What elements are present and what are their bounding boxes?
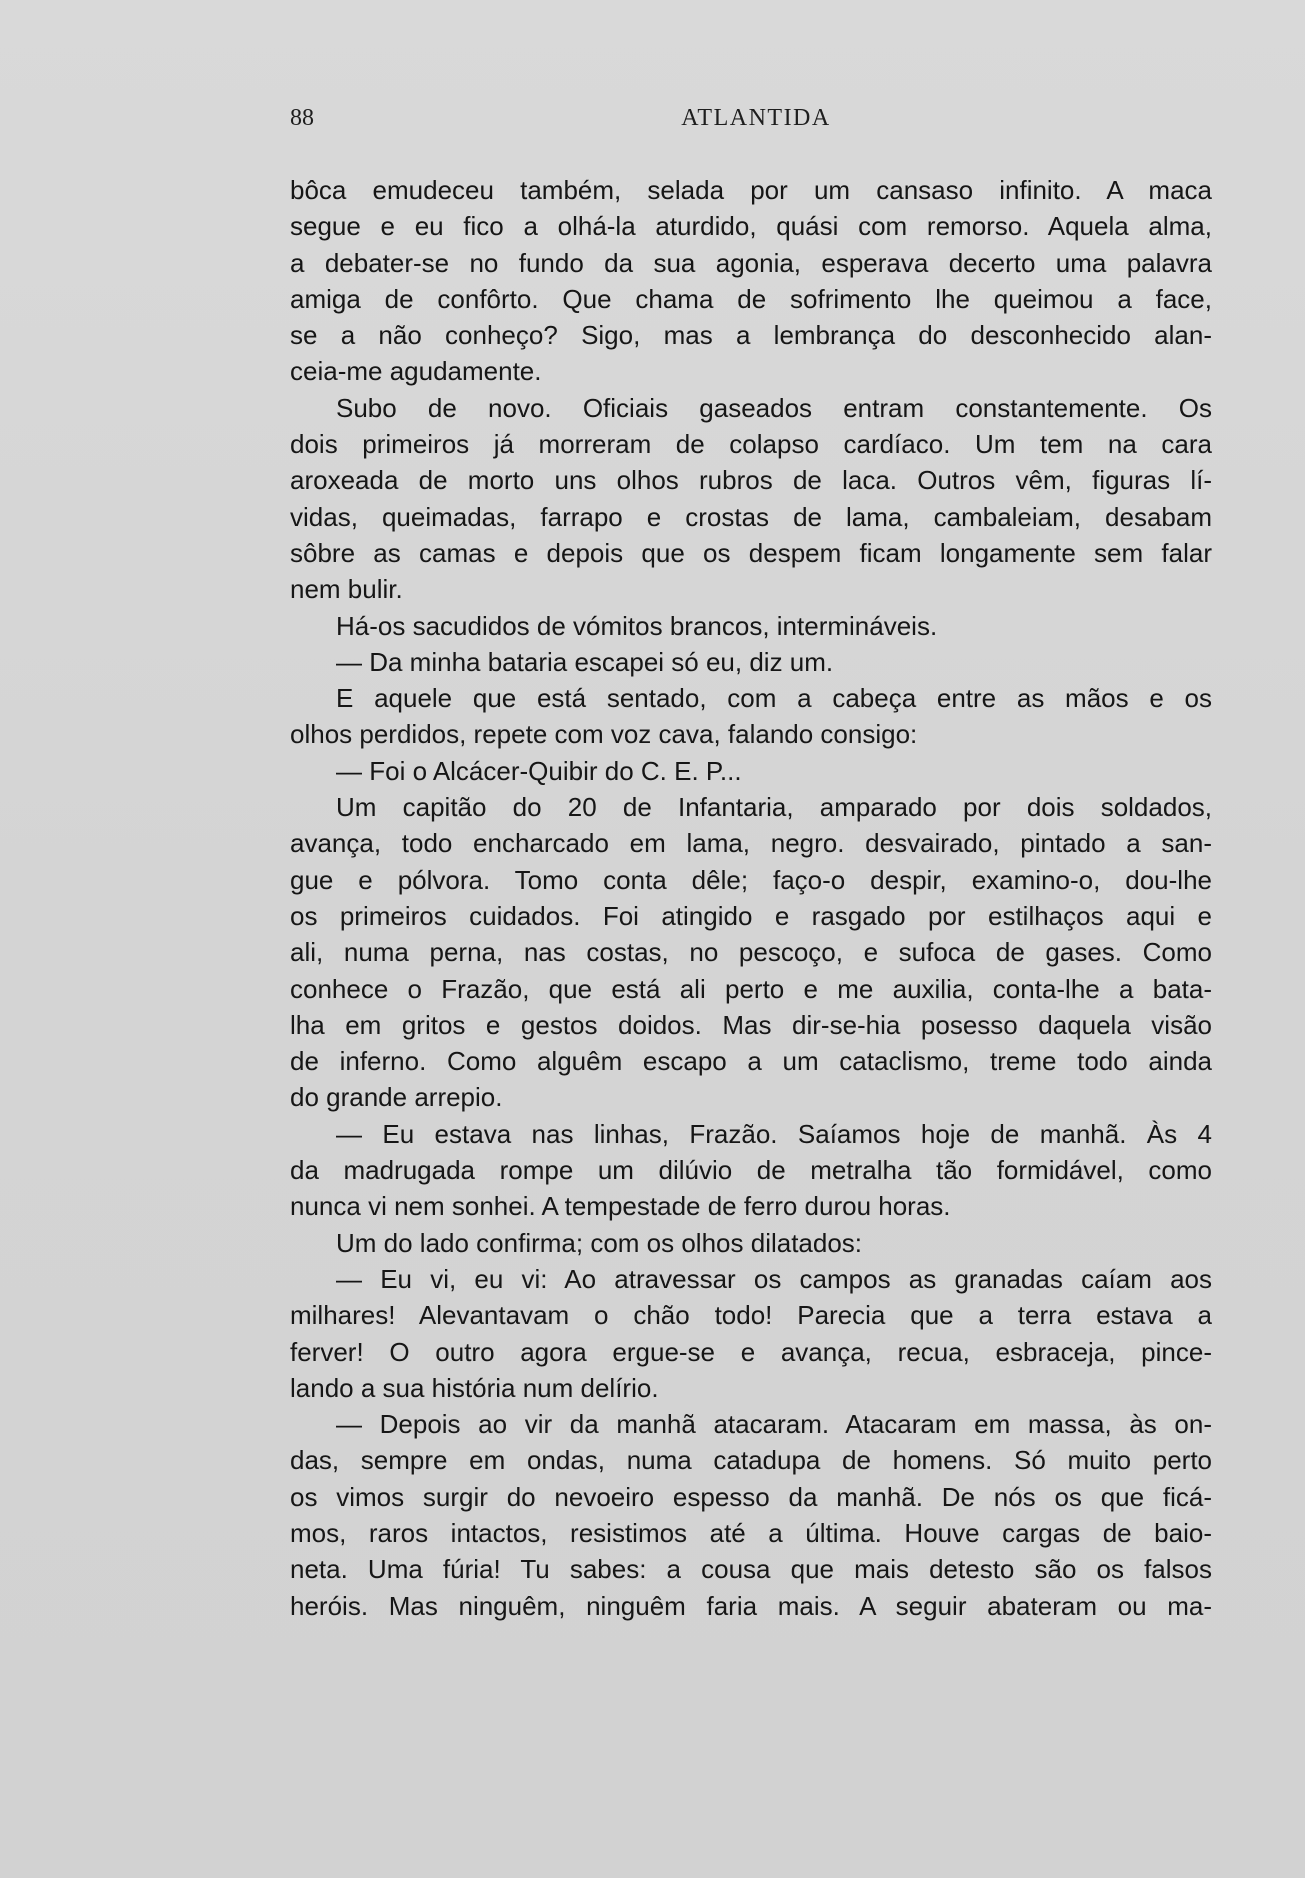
text-line: — Eu vi, eu vi: Ao atravessar os campos as granadas caíam aos xyxy=(336,1263,1212,1294)
text-line: Um do lado confirma; com os olhos dilatados: xyxy=(336,1227,863,1258)
text-line: Subo de novo. Oficiais gaseados entram constantemente. Os xyxy=(336,392,1212,423)
text-line: heróis. Mas ninguêm, ninguêm faria mais. A seguir abateram ou ma- xyxy=(290,1590,1212,1621)
text-line: bôca emudeceu também, selada por um cansaso infinito. A maca xyxy=(290,175,1212,205)
text-line: neta. Uma fúria! Tu sabes: a cousa que mais detesto são os falsos xyxy=(290,1554,1212,1585)
text-line: E aquele que está sentado, com a cabeça entre as mãos e os xyxy=(336,683,1212,714)
text-line: amiga de confôrto. Que chama de sofrimento lhe queimou a face, xyxy=(290,283,1212,314)
text-line: — Eu estava nas linhas, Frazão. Saíamos hoje de manhã. Às 4 xyxy=(336,1118,1212,1149)
text-line: segue e eu fico a olhá-la aturdido, quási com remorso. Aquela alma, xyxy=(290,211,1212,242)
text-line: dois primeiros já morreram de colapso cardíaco. Um tem na cara xyxy=(290,429,1212,460)
text-line: milhares! Alevantavam o chão todo! Parecia que a terra estava a xyxy=(290,1300,1212,1331)
page-header xyxy=(290,105,1212,141)
text-line: lando a sua história num delírio. xyxy=(290,1372,659,1403)
text-line: conhece o Frazão, que está ali perto e me auxilia, conta-lhe a bata- xyxy=(290,973,1212,1004)
text-line: — Da minha bataria escapei só eu, diz um. xyxy=(336,646,834,677)
text-line: Há-os sacudidos de vómitos brancos, intermináveis. xyxy=(336,610,938,641)
text-line: avança, todo encharcado em lama, negro. desvairado, pintado a san- xyxy=(290,828,1212,859)
text-line: vidas, queimadas, farrapo e crostas de lama, cambaleiam, desabam xyxy=(290,501,1212,532)
text-line: mos, raros intactos, resistimos até a última. Houve cargas de baio- xyxy=(290,1517,1212,1548)
text-line: Um capitão do 20 de Infantaria, amparado por dois soldados, xyxy=(336,792,1212,823)
text-line: — Depois ao vir da manhã atacaram. Atacaram em massa, às on- xyxy=(336,1409,1212,1440)
text-line: a debater-se no fundo da sua agonia, esperava decerto uma palavra xyxy=(290,247,1212,278)
text-line: gue e pólvora. Tomo conta dêle; faço-o despir, examino-o, dou-lhe xyxy=(290,864,1212,895)
text-line: ceia-me agudamente. xyxy=(290,356,542,387)
text-line: os vimos surgir do nevoeiro espesso da manhã. De nós os que ficá- xyxy=(290,1481,1212,1512)
text-line: nunca vi nem sonhei. A tempestade de ferro durou horas. xyxy=(290,1191,951,1222)
body-text xyxy=(290,172,1212,1624)
text-line: de inferno. Como alguêm escapo a um cataclismo, treme todo ainda xyxy=(290,1046,1212,1077)
text-line: — Foi o Alcácer-Quibir do C. E. P... xyxy=(336,755,742,786)
text-line: ferver! O outro agora ergue-se e avança, recua, esbraceja, pince- xyxy=(290,1336,1212,1367)
text-line: se a não conheço? Sigo, mas a lembrança do desconhecido alan- xyxy=(290,320,1212,351)
page-number: 88 xyxy=(290,105,314,131)
text-line: aroxeada de morto uns olhos rubros de laca. Outros vêm, figuras lí- xyxy=(290,465,1212,496)
text-line: os primeiros cuidados. Foi atingido e rasgado por estilhaços aqui e xyxy=(290,900,1212,931)
text-line: das, sempre em ondas, numa catadupa de homens. Só muito perto xyxy=(290,1445,1212,1476)
text-line: sôbre as camas e depois que os despem ficam longamente sem falar xyxy=(290,537,1212,568)
text-line: nem bulir. xyxy=(290,574,403,605)
text-line: do grande arrepio. xyxy=(290,1082,503,1113)
text-line: da madrugada rompe um dilúvio de metralha tão formidável, como xyxy=(290,1155,1212,1186)
running-title: ATLANTIDA xyxy=(681,105,831,131)
text-line: olhos perdidos, repete com voz cava, falando consigo: xyxy=(290,719,918,750)
text-line: lha em gritos e gestos doidos. Mas dir-se-hia posesso daquela visão xyxy=(290,1009,1212,1040)
text-line: ali, numa perna, nas costas, no pescoço, e sufoca de gases. Como xyxy=(290,937,1212,968)
